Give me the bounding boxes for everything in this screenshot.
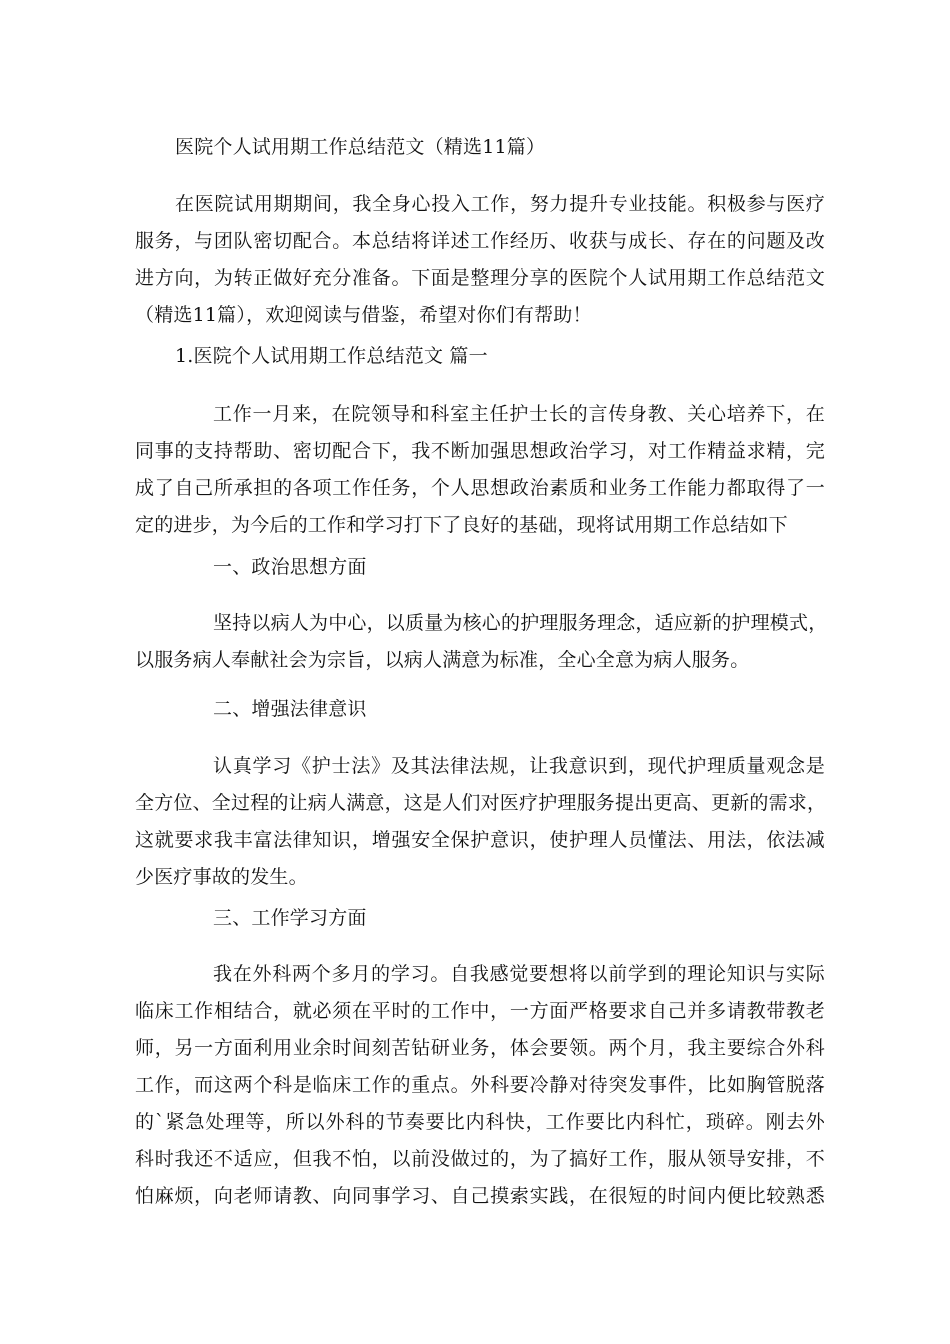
paragraph-line: 在医院试用期期间，我全身心投入工作，努力提升专业技能。积极参与医疗 bbox=[175, 193, 825, 215]
sub2-paragraph bbox=[135, 748, 825, 896]
subsection-heading: 一、政治思想方面 bbox=[213, 556, 367, 578]
paragraph-line: 坚持以病人为中心，以质量为核心的护理服务理念，适应新的护理模式， bbox=[213, 612, 828, 634]
paragraph-line: 少医疗事故的发生。 bbox=[135, 866, 308, 888]
paragraph-line: 进方向，为转正做好充分准备。下面是整理分享的医院个人试用期工作总结范文 bbox=[135, 267, 825, 289]
paragraph-line: （精选11篇），欢迎阅读与借鉴，希望对你们有帮助！ bbox=[135, 304, 592, 326]
paragraph-line: 的`紧急处理等，所以外科的节奏要比内科快，工作要比内科忙，琐碎。刚去外 bbox=[135, 1111, 825, 1133]
sub1-paragraph bbox=[135, 605, 828, 679]
paragraph-line: 科时我还不适应，但我不怕，以前没做过的，为了搞好工作，服从领导安排，不 bbox=[135, 1148, 825, 1170]
paragraph-line: 我在外科两个多月的学习。自我感觉要想将以前学到的理论知识与实际 bbox=[213, 963, 825, 985]
paragraph-line: 临床工作相结合，就必须在平时的工作中，一方面严格要求自己并多请教带教老 bbox=[135, 1000, 825, 1022]
paragraph-line: 服务，与团队密切配合。本总结将详述工作经历、收获与成长、存在的问题及改 bbox=[135, 230, 825, 252]
section-heading: 1.医院个人试用期工作总结范文 篇一 bbox=[175, 345, 488, 367]
paragraph-line: 师，另一方面利用业余时间刻苦钻研业务，体会要领。两个月，我主要综合外科 bbox=[135, 1037, 825, 1059]
paragraph-line: 定的进步，为今后的工作和学习打下了良好的基础，现将试用期工作总结如下 bbox=[135, 514, 788, 536]
section1-paragraph bbox=[135, 396, 825, 544]
intro-paragraph bbox=[135, 186, 825, 334]
document-title: 医院个人试用期工作总结范文（精选11篇） bbox=[175, 136, 546, 158]
paragraph-line: 怕麻烦，向老师请教、向同事学习、自己摸索实践，在很短的时间内便比较熟悉 bbox=[135, 1185, 825, 1207]
paragraph-line: 以服务病人奉献社会为宗旨，以病人满意为标准，全心全意为病人服务。 bbox=[135, 649, 750, 671]
sub3-paragraph bbox=[135, 956, 825, 1215]
paragraph-line: 这就要求我丰富法律知识，增强安全保护意识，使护理人员懂法、用法，依法减 bbox=[135, 829, 825, 851]
paragraph-line: 全方位、全过程的让病人满意，这是人们对医疗护理服务提出更高、更新的需求， bbox=[135, 792, 827, 814]
paragraph-line: 认真学习《护士法》及其法律法规，让我意识到，现代护理质量观念是 bbox=[213, 755, 825, 777]
subsection-heading: 三、工作学习方面 bbox=[213, 907, 367, 929]
subsection-heading: 二、增强法律意识 bbox=[213, 698, 367, 720]
paragraph-line: 工作一月来，在院领导和科室主任护士长的言传身教、关心培养下，在 bbox=[213, 403, 825, 425]
paragraph-line: 工作，而这两个科是临床工作的重点。外科要冷静对待突发事件，比如胸管脱落 bbox=[135, 1074, 825, 1096]
paragraph-line: 成了自己所承担的各项工作任务，个人思想政治素质和业务工作能力都取得了一 bbox=[135, 477, 825, 499]
paragraph-line: 同事的支持帮助、密切配合下，我不断加强思想政治学习，对工作精益求精，完 bbox=[135, 440, 825, 462]
